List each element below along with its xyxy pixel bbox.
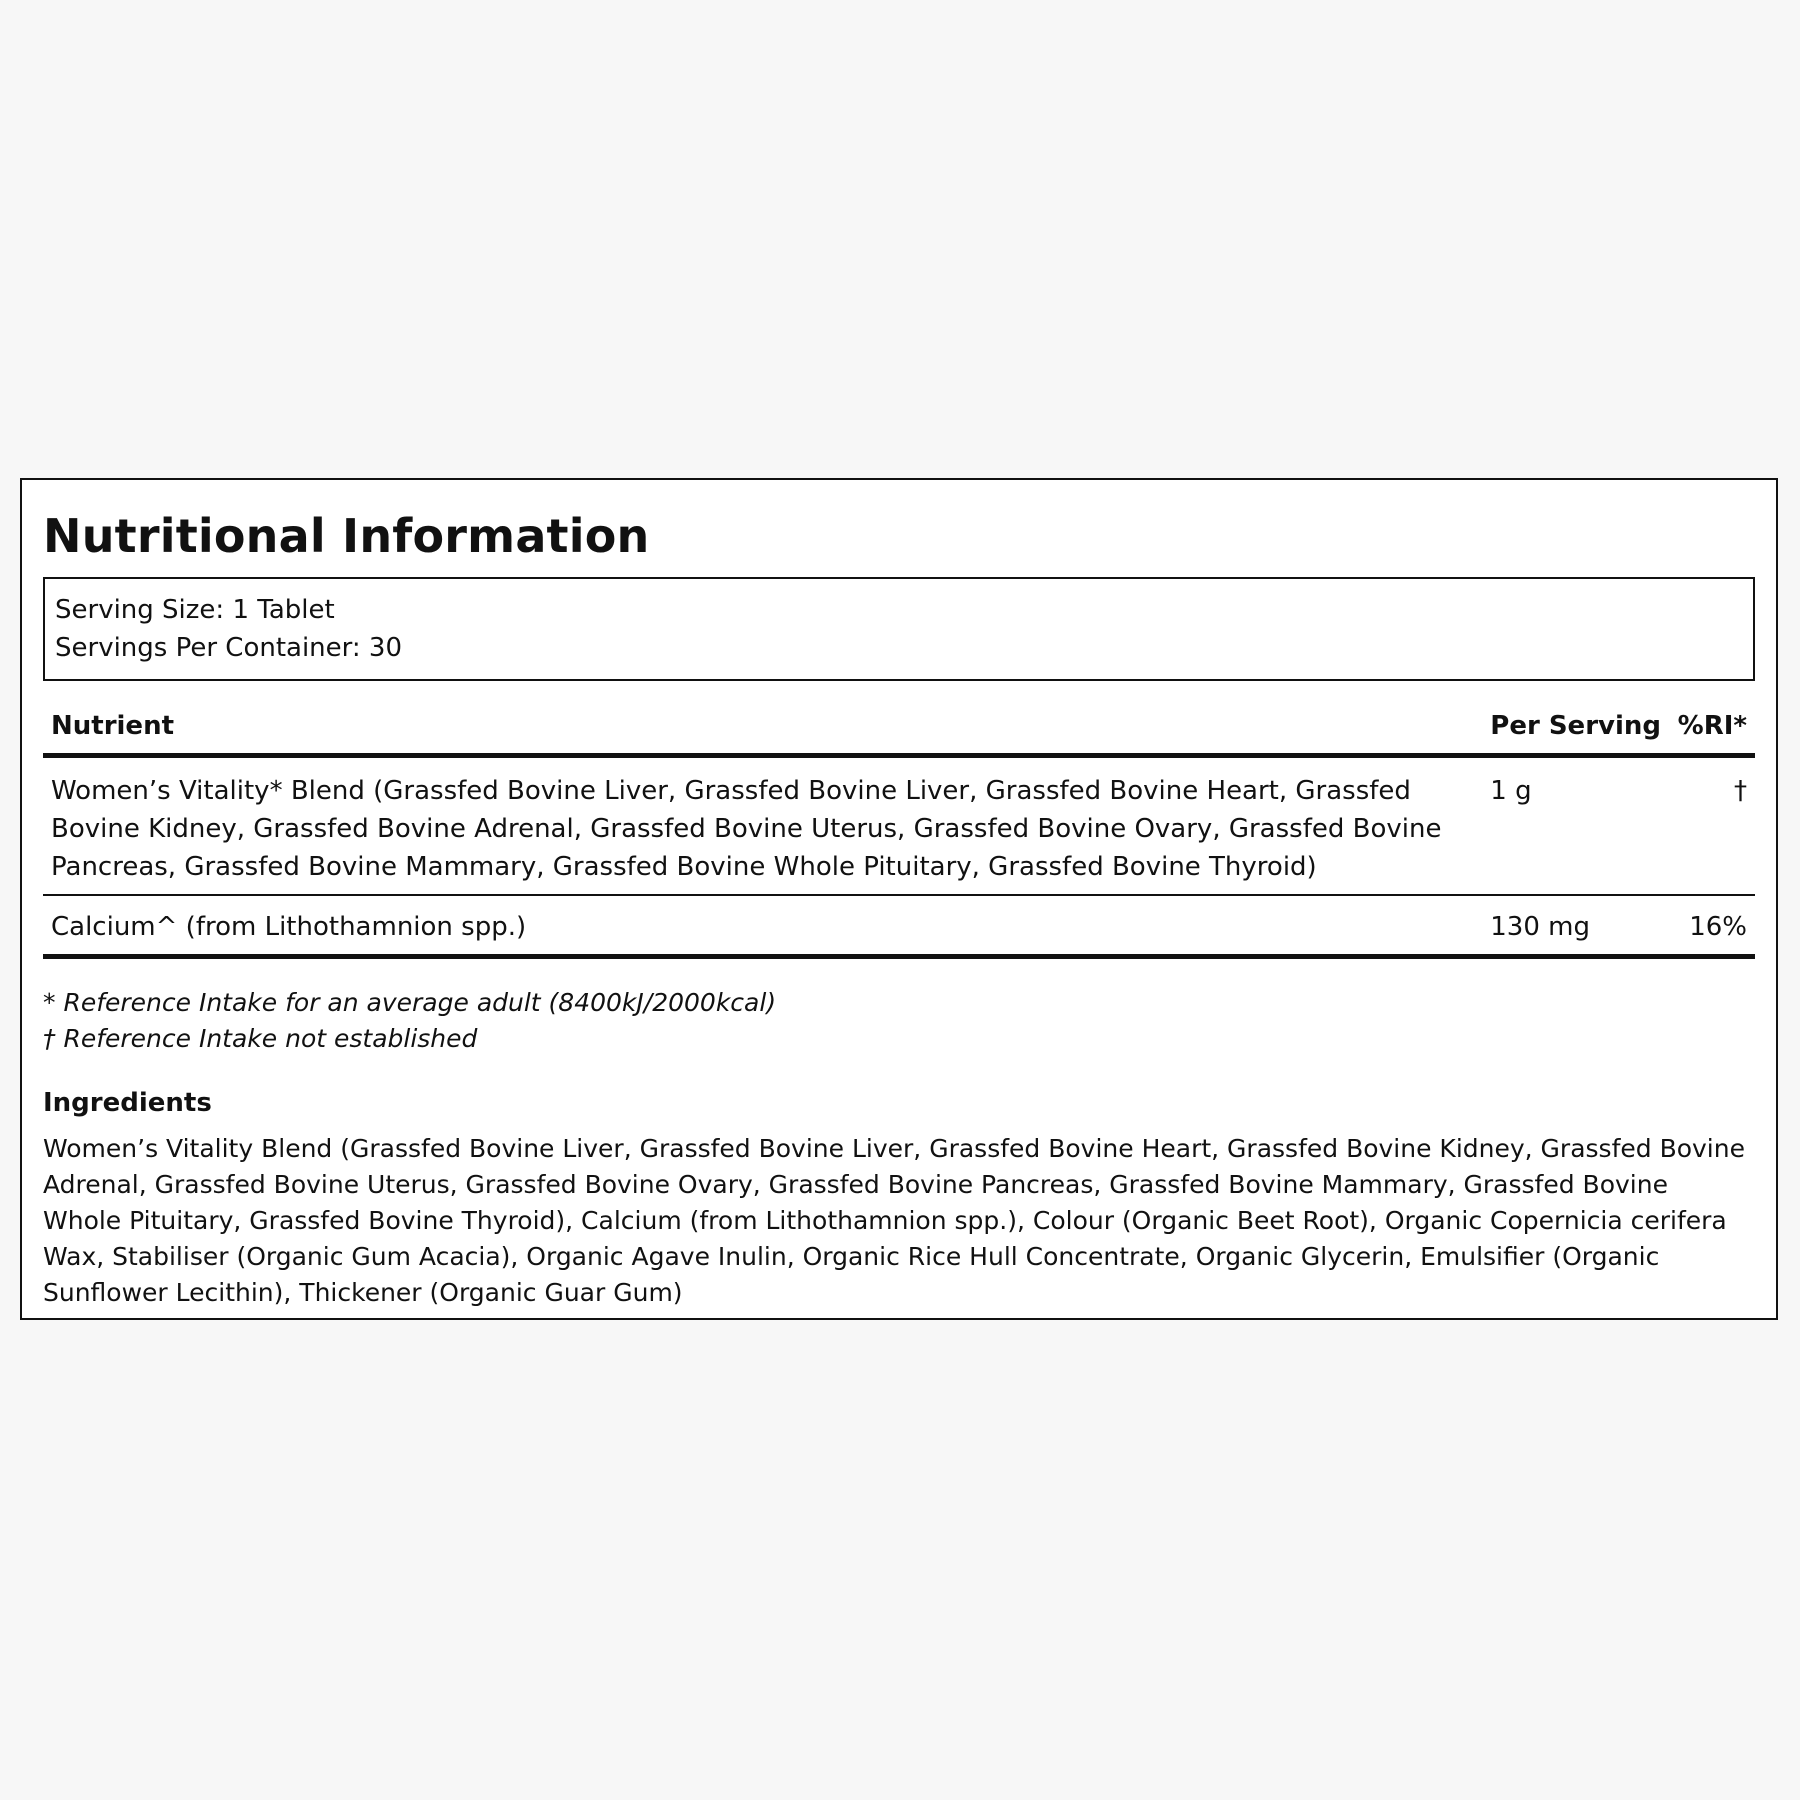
nutrient-per-serving: 1 g — [1482, 755, 1669, 895]
ingredients-text: Women’s Vitality Blend (Grassfed Bovine Liver, Grassfed Bovine Liver, Grassfed Bovine Heart, Grassfed Bovine Kidney, Grassfed Bovine Adrenal, Grassfed Bovine Uterus, Grassfed Bovine Ovary, Grassfed Bovine Pancreas, Grassfed Bovine Mammary, Grassfed Bovine Whole Pituitary, Grassfed Bovine Thyroid), Calcium (from Lithothamnion spp.), Colour (Organic Beet Root), Organic Copernicia cerifera Wax, Stabiliser (Organic Gum Acacia), Organic Agave Inulin, Organic Rice Hull Concentrate, Organic Glycerin, Emulsifier (Organic Sunflower Lecithin), Thickener (Organic Guar Gum) — [43, 1133, 1745, 1307]
header-per-serving: Per Serving — [1482, 707, 1669, 756]
nutrient-per-serving: 130 mg — [1482, 895, 1669, 957]
nutrient-name: Women’s Vitality* Blend (Grassfed Bovine Liver, Grassfed Bovine Liver, Grassfed Bovine Heart, Grassfed Bovine Kidney, Grassfed Bovine Adrenal, Grassfed Bovine Uterus, Grassfed Bovine Ovary, Grassfed Bovine Pancreas, Grassfed Bovine Mammary, Grassfed Bovine Whole Pituitary, Grassfed Bovine Thyroid) — [43, 755, 1482, 895]
serving-size: Serving Size: 1 Tablet — [55, 594, 335, 625]
table-row — [43, 895, 1755, 957]
footnote-reference-intake: * Reference Intake for an average adult (8400kJ/2000kcal) — [43, 987, 777, 1017]
page-title: Nutritional Information — [43, 509, 650, 563]
servings-per-container: Servings Per Container: 30 — [55, 632, 403, 663]
nutrient-table — [43, 707, 1755, 959]
serving-info-box — [43, 577, 1755, 681]
table-row — [43, 755, 1755, 895]
footnote-not-established: † Reference Intake not established — [43, 1023, 478, 1053]
header-ri: %RI* — [1669, 707, 1755, 756]
nutrition-panel — [20, 478, 1778, 1320]
ingredients-heading: Ingredients — [43, 1087, 212, 1118]
nutrient-ri: † — [1669, 755, 1755, 895]
nutrient-ri: 16% — [1669, 895, 1755, 957]
nutrient-name: Calcium^ (from Lithothamnion spp.) — [43, 895, 1482, 957]
header-nutrient: Nutrient — [43, 707, 1482, 756]
table-header-row — [43, 707, 1755, 756]
footnotes — [43, 985, 1755, 1057]
